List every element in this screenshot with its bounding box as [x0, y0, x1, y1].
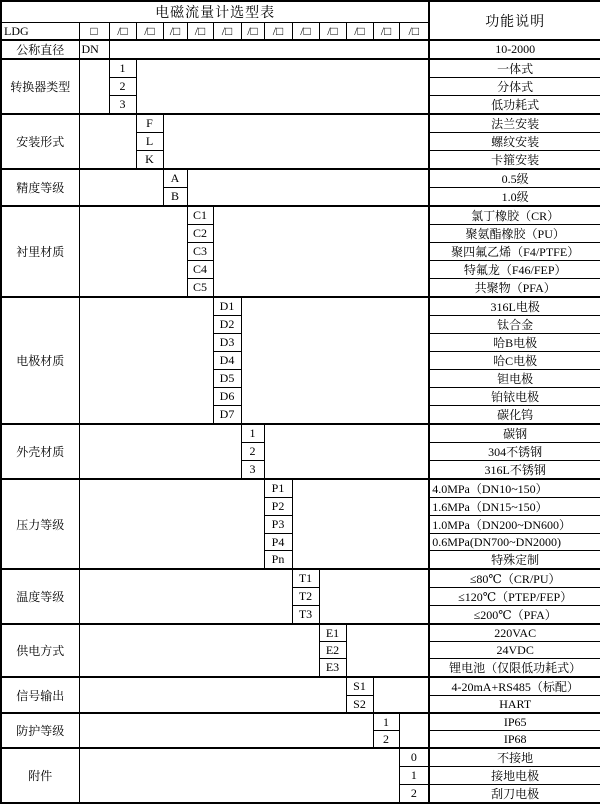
value-cell: ≤120℃（PTEP/FEP） [429, 588, 600, 606]
empty-cell [79, 569, 292, 624]
empty-cell [346, 624, 429, 677]
empty-cell [79, 677, 346, 713]
code-cell: C5 [187, 279, 213, 298]
section-label: 附件 [1, 748, 79, 803]
empty-cell [79, 424, 241, 479]
section-label: 精度等级 [1, 169, 79, 206]
value-cell: 一体式 [429, 59, 600, 78]
section-label: 信号输出 [1, 677, 79, 713]
value-cell: 220VAC [429, 624, 600, 642]
empty-cell [241, 297, 429, 424]
code-cell: S1 [346, 677, 373, 696]
code-cell: 3 [109, 96, 136, 115]
page-title: 电磁流量计选型表 [1, 1, 429, 23]
code-cell: P4 [264, 534, 292, 551]
empty-cell [292, 479, 429, 569]
value-cell: 0.6MPa(DN700~DN2000) [429, 534, 600, 551]
model-slot-cell: /□ [187, 23, 213, 41]
code-cell: L [136, 133, 163, 151]
code-cell: C1 [187, 206, 213, 225]
value-cell: 4-20mA+RS485（标配） [429, 677, 600, 696]
model-slot-cell: /□ [109, 23, 136, 41]
model-slot-cell: /□ [241, 23, 264, 41]
empty-cell [79, 297, 213, 424]
section-label-diameter: 公称直径 [1, 40, 79, 59]
value-cell: ≤80℃（CR/PU） [429, 569, 600, 588]
code-cell: 0 [399, 748, 429, 767]
empty-cell [79, 479, 264, 569]
value-cell: 24VDC [429, 642, 600, 659]
code-cell: DN [79, 40, 109, 59]
value-cell: 低功耗式 [429, 96, 600, 115]
value-cell: 接地电极 [429, 767, 600, 785]
model-slot-cell: /□ [346, 23, 373, 41]
code-cell: E3 [319, 659, 346, 678]
value-cell: 0.5级 [429, 169, 600, 188]
empty-cell [136, 59, 429, 114]
model-slot-cell: /□ [292, 23, 319, 41]
value-cell: 分体式 [429, 78, 600, 96]
code-cell: P1 [264, 479, 292, 498]
code-cell: S2 [346, 696, 373, 714]
code-cell: A [163, 169, 187, 188]
empty-cell [79, 713, 373, 748]
code-cell: D1 [213, 297, 241, 316]
code-cell: E2 [319, 642, 346, 659]
code-cell: 1 [399, 767, 429, 785]
code-cell: T3 [292, 606, 319, 625]
value-cell: 钽电极 [429, 370, 600, 388]
value-cell: IP68 [429, 731, 600, 749]
empty-cell [319, 569, 429, 624]
empty-cell [79, 169, 163, 206]
empty-cell [109, 40, 429, 59]
value-cell: 哈B电极 [429, 334, 600, 352]
code-cell: T2 [292, 588, 319, 606]
code-cell: 2 [241, 443, 264, 461]
empty-cell [79, 59, 109, 114]
value-cell: 特氟龙（F46/FEP） [429, 261, 600, 279]
value-cell: 卡箍安装 [429, 151, 600, 170]
code-cell: T1 [292, 569, 319, 588]
section-label: 外壳材质 [1, 424, 79, 479]
value-cell: 304不锈钢 [429, 443, 600, 461]
code-cell: D2 [213, 316, 241, 334]
code-cell: P2 [264, 498, 292, 516]
value-cell: 4.0MPa（DN10~150） [429, 479, 600, 498]
value-cell: ≤200℃（PFA） [429, 606, 600, 625]
value-cell: 316L不锈钢 [429, 461, 600, 480]
model-slot-cell: /□ [213, 23, 241, 41]
code-cell: 3 [241, 461, 264, 480]
value-cell: IP65 [429, 713, 600, 731]
value-cell: 锂电池（仅限低功耗式） [429, 659, 600, 678]
value-cell: 1.0MPa（DN200~DN600） [429, 516, 600, 534]
value-cell: 碳钢 [429, 424, 600, 443]
value-cell: 氯丁橡胶（CR） [429, 206, 600, 225]
function-column-header: 功能说明 [429, 1, 600, 40]
code-cell: D3 [213, 334, 241, 352]
value-cell: 10-2000 [429, 40, 600, 59]
code-cell: D6 [213, 388, 241, 406]
model-slot-cell: /□ [399, 23, 429, 41]
model-slot-cell: /□ [373, 23, 399, 41]
code-cell: 2 [373, 731, 399, 749]
empty-cell [373, 677, 429, 713]
code-cell: Pn [264, 551, 292, 570]
section-label: 转换器类型 [1, 59, 79, 114]
model-slot-cell: /□ [319, 23, 346, 41]
value-cell: 聚四氟乙烯（F4/PTFE） [429, 243, 600, 261]
empty-cell [187, 169, 429, 206]
model-box-cell: □ [79, 23, 109, 41]
code-cell: D4 [213, 352, 241, 370]
value-cell: 聚氨酯橡胶（PU） [429, 225, 600, 243]
value-cell: 刮刀电极 [429, 785, 600, 804]
code-cell: 1 [373, 713, 399, 731]
model-slot-cell: /□ [163, 23, 187, 41]
empty-cell [163, 114, 429, 169]
code-cell: C3 [187, 243, 213, 261]
value-cell: 钛合金 [429, 316, 600, 334]
value-cell: 哈C电极 [429, 352, 600, 370]
code-cell: 2 [109, 78, 136, 96]
model-slot-cell: /□ [136, 23, 163, 41]
value-cell: HART [429, 696, 600, 714]
section-label: 电极材质 [1, 297, 79, 424]
value-cell: 碳化钨 [429, 406, 600, 425]
value-cell: 316L电极 [429, 297, 600, 316]
code-cell: P3 [264, 516, 292, 534]
value-cell: 1.0级 [429, 188, 600, 207]
value-cell: 铂铱电极 [429, 388, 600, 406]
code-cell: F [136, 114, 163, 133]
empty-cell [213, 206, 429, 297]
code-cell: C4 [187, 261, 213, 279]
value-cell: 法兰安装 [429, 114, 600, 133]
empty-cell [79, 206, 187, 297]
empty-cell [264, 424, 429, 479]
value-cell: 共聚物（PFA） [429, 279, 600, 298]
code-cell: K [136, 151, 163, 170]
value-cell: 特殊定制 [429, 551, 600, 570]
code-cell: 2 [399, 785, 429, 804]
empty-cell [79, 624, 319, 677]
model-slot-cell: /□ [264, 23, 292, 41]
empty-cell [79, 748, 399, 803]
code-cell: C2 [187, 225, 213, 243]
code-cell: B [163, 188, 187, 207]
value-cell: 螺纹安装 [429, 133, 600, 151]
code-cell: E1 [319, 624, 346, 642]
value-cell: 1.6MPa（DN15~150） [429, 498, 600, 516]
section-label: 衬里材质 [1, 206, 79, 297]
code-cell: D5 [213, 370, 241, 388]
code-cell: 1 [109, 59, 136, 78]
model-prefix: LDG [1, 23, 79, 41]
section-label: 安装形式 [1, 114, 79, 169]
section-label: 防护等级 [1, 713, 79, 748]
section-label: 供电方式 [1, 624, 79, 677]
empty-cell [79, 114, 136, 169]
code-cell: D7 [213, 406, 241, 425]
empty-cell [399, 713, 429, 748]
section-label: 压力等级 [1, 479, 79, 569]
section-label: 温度等级 [1, 569, 79, 624]
value-cell: 不接地 [429, 748, 600, 767]
code-cell: 1 [241, 424, 264, 443]
